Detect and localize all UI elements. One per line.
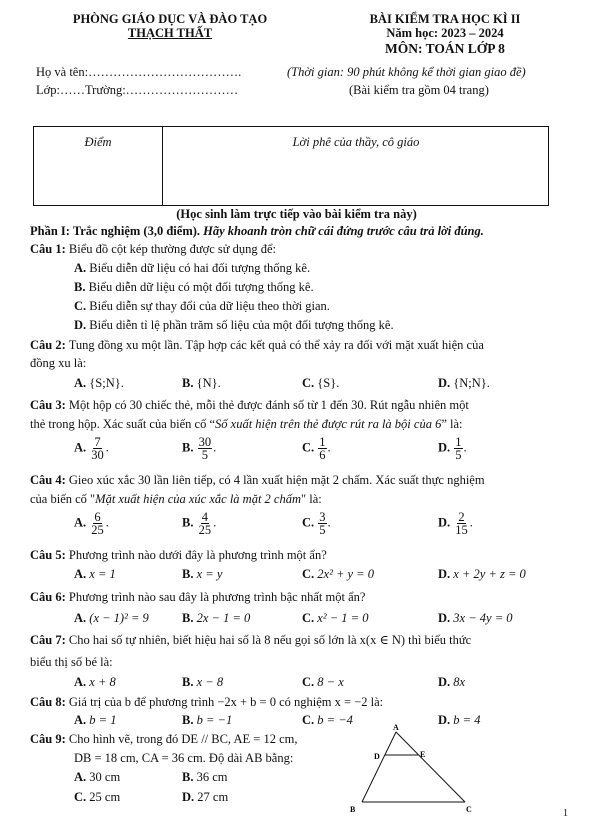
school-dept: PHÒNG GIÁO DỤC VÀ ĐÀO TẠO — [72, 12, 268, 26]
part1-instruction: Hãy khoanh tròn chữ cái đứng trước câu trả lời đúng. — [203, 224, 484, 238]
point-c-label: C — [466, 805, 472, 814]
q5-text: Phương trình nào dưới đây là phương trình một ẩn? — [68, 548, 327, 562]
q1-option-c[interactable]: C. Biểu diễn sự thay đổi của dữ liệu theo thời gian. — [74, 299, 330, 313]
q3-text: Một hộp có 30 chiếc thẻ, mỗi thẻ được đánh số từ 1 đến 30. Rút ngẫu nhiên một — [68, 398, 469, 412]
q8-option-d[interactable]: D. b = 4 — [438, 713, 481, 727]
district-name: THẠCH THẤT — [127, 26, 213, 40]
q9-text-cont: DB = 18 cm, CA = 36 cm. Độ dài AB bằng: — [74, 751, 294, 765]
q4-option-d[interactable]: D. $\frac{2}{15}$ . — [438, 510, 473, 537]
name-field: Họ và tên:………………………………. — [36, 65, 242, 79]
pages-note: (Bài kiểm tra gồm 04 trang) — [349, 83, 489, 97]
q2-text-cont: đồng xu là: — [30, 356, 87, 370]
question-7 — [30, 632, 471, 648]
question-8 — [30, 695, 383, 710]
question-1 — [30, 242, 276, 257]
point-a-label: A — [393, 723, 399, 732]
q9-label: Câu 9: — [30, 732, 66, 746]
q7-text: Cho hai số tự nhiên, biết hiệu hai số là 8 nếu gọi số lớn là x(x ∈ N) thì biểu thức — [68, 633, 472, 647]
part1-heading: Phần I: Trắc nghiệm (3,0 điểm). — [30, 224, 201, 238]
question-6 — [30, 590, 365, 605]
q8-text: Giá trị của b để phương trình −2x + b = 0 có nghiệm x = −2 là: — [68, 695, 384, 709]
point-b-label: B — [350, 805, 356, 814]
q4-label: Câu 4: — [30, 473, 66, 487]
page-number: 1 — [563, 808, 568, 819]
q5-option-d[interactable]: D. x + 2y + z = 0 — [438, 567, 526, 581]
q4-option-b[interactable]: B. $\frac{4}{25}$ . — [182, 510, 217, 537]
question-2 — [30, 338, 484, 353]
q7-option-d[interactable]: D. 8x — [438, 675, 466, 689]
q3-option-b[interactable]: B. $\frac{30}{5}$ . — [182, 435, 217, 462]
point-e-label: E — [420, 750, 426, 759]
q4-event: Mặt xuất hiện của xúc xắc là mặt 2 chấm — [95, 492, 301, 506]
q7-option-a[interactable]: A. x + 8 — [74, 675, 116, 689]
subject: MÔN: TOÁN LỚP 8 — [385, 41, 505, 56]
side-ab — [362, 732, 396, 802]
q5-option-c[interactable]: C. 2x² + y = 0 — [302, 567, 374, 581]
q7-label: Câu 7: — [30, 633, 66, 647]
q1-option-d[interactable]: D. Biểu diễn tỉ lệ phần trăm số liệu của một đối tượng thống kê. — [74, 318, 394, 332]
q4-text-cont: của biến cố "Mặt xuất hiện của xúc xắc là mặt 2 chấm" là: — [30, 492, 322, 506]
q6-option-a[interactable]: A. (x − 1)² = 9 — [74, 611, 149, 625]
q2-option-a[interactable]: A. {S;N}. — [74, 376, 124, 390]
q2-option-b[interactable]: B. {N}. — [182, 376, 221, 390]
q6-option-c[interactable]: C. x² − 1 = 0 — [302, 611, 369, 625]
q1-text: Biểu đồ cột kép thường được sử dụng để: — [68, 242, 277, 256]
q3-option-c[interactable]: C. $\frac{1}{6}$ . — [302, 435, 331, 462]
q3-event: Số xuất hiện trên thẻ được rút ra là bội của 6 — [215, 417, 442, 431]
q4-text: Gieo xúc xắc 30 lần liên tiếp, có 4 lần xuất hiện mặt 2 chấm. Xác suất thực nghiệm — [68, 473, 485, 487]
part1-title — [30, 224, 484, 239]
q3-option-d[interactable]: D. $\frac{1}{5}$ . — [438, 435, 467, 462]
score-label: Điểm — [84, 135, 112, 149]
exam-title: BÀI KIỂM TRA HỌC KÌ II — [369, 12, 521, 26]
point-d-label: D — [374, 752, 380, 761]
q5-option-b[interactable]: B. x = y — [182, 567, 223, 581]
q1-option-b[interactable]: B. Biểu diễn dữ liệu có một đối tượng thống kê. — [74, 280, 314, 294]
q6-option-b[interactable]: B. 2x − 1 = 0 — [182, 611, 251, 625]
q2-option-d[interactable]: D. {N;N}. — [438, 376, 490, 390]
side-ac — [396, 732, 465, 802]
q3-label: Câu 3: — [30, 398, 66, 412]
time-note: (Thời gian: 90 phút không kể thời gian giao đề) — [287, 65, 526, 79]
q7-text-cont: biểu thị số bé là: — [30, 655, 113, 669]
q9-option-d[interactable]: D. 27 cm — [182, 790, 229, 804]
triangle-figure — [340, 722, 500, 822]
q7-option-c[interactable]: C. 8 − x — [302, 675, 344, 689]
comment-label: Lời phê của thầy, cô giáo — [292, 135, 420, 149]
q9-option-b[interactable]: B. 36 cm — [182, 770, 228, 784]
q2-text: Tung đồng xu một lần. Tập hợp các kết quả có thể xảy ra đối với mặt xuất hiện của — [68, 338, 484, 352]
q2-option-c[interactable]: C. {S}. — [302, 376, 340, 390]
school-year: Năm học: 2023 – 2024 — [386, 26, 504, 40]
q8-label: Câu 8: — [30, 695, 66, 709]
q3-text-cont: thẻ trong hộp. Xác suất của biến cố “Số xuất hiện trên thẻ được rút ra là bội của 6” là: — [30, 417, 463, 431]
q6-text: Phương trình nào sau đây là phương trình bậc nhất một ẩn? — [68, 590, 366, 604]
q6-option-d[interactable]: D. 3x − 4y = 0 — [438, 611, 513, 625]
q1-option-a[interactable]: A. Biểu diễn dữ liệu có hai đối tượng thống kê. — [74, 261, 311, 275]
q5-option-a[interactable]: A. x = 1 — [74, 567, 116, 581]
q8-option-a[interactable]: A. b = 1 — [74, 713, 117, 727]
q9-option-c[interactable]: C. 25 cm — [74, 790, 121, 804]
instruction: (Học sinh làm trực tiếp vào bài kiểm tra này) — [176, 207, 417, 221]
q8-option-c[interactable]: C. b = −4 — [302, 713, 353, 727]
question-5 — [30, 548, 327, 563]
question-4 — [30, 473, 485, 488]
q5-label: Câu 5: — [30, 548, 66, 562]
q9-text: Cho hình vẽ, trong đó DE // BC, AE = 12 cm, — [68, 732, 298, 746]
q7-option-b[interactable]: B. x − 8 — [182, 675, 224, 689]
q8-option-b[interactable]: B. b = −1 — [182, 713, 233, 727]
q4-option-c[interactable]: C. $\frac{3}{5}$ . — [302, 510, 331, 537]
class-field: Lớp:……Trường:……………………… — [36, 83, 239, 97]
q6-label: Câu 6: — [30, 590, 66, 604]
q1-label: Câu 1: — [30, 242, 66, 256]
question-3 — [30, 398, 469, 413]
question-9 — [30, 732, 297, 747]
q3-option-a[interactable]: A. $\frac{7}{30}$ . — [74, 435, 109, 462]
q9-option-a[interactable]: A. 30 cm — [74, 770, 121, 784]
q2-label: Câu 2: — [30, 338, 66, 352]
q4-option-a[interactable]: A. $\frac{6}{25}$ . — [74, 510, 109, 537]
